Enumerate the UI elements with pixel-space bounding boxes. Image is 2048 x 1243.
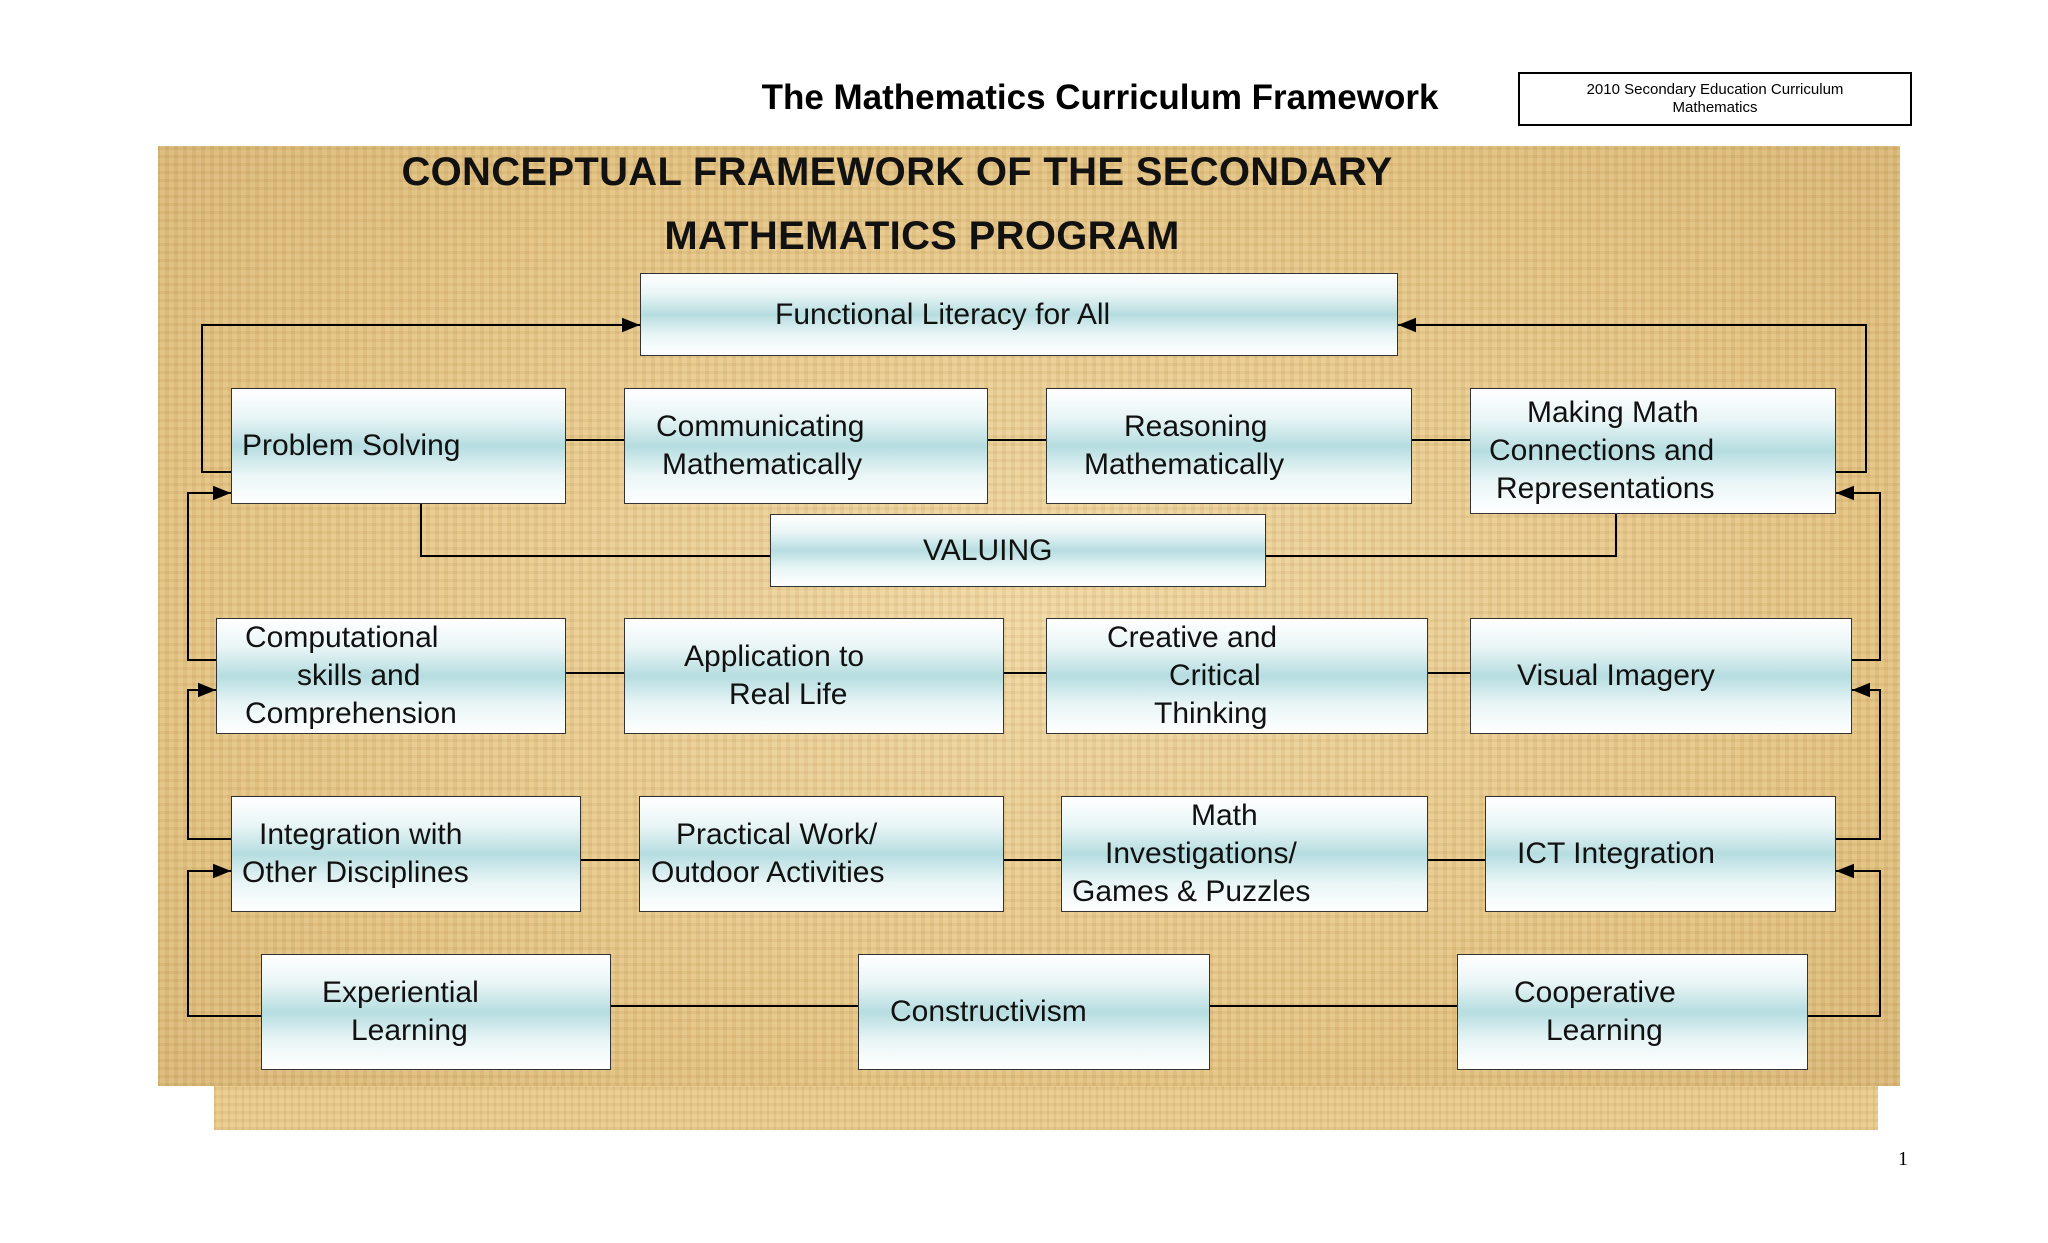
node-communicating-line2: Mathematically <box>662 448 863 481</box>
node-practical-work <box>639 796 1004 912</box>
node-experiential-line2: Learning <box>351 1014 468 1047</box>
node-visual-imagery <box>1470 618 1852 734</box>
node-math-investigations-line3: Games & Puzzles <box>1072 875 1311 908</box>
node-problem-solving <box>231 388 566 504</box>
node-application <box>624 618 1004 734</box>
node-application-line2: Real Life <box>729 678 848 711</box>
node-integration-line1: Integration with <box>259 818 463 851</box>
node-making-connections <box>1470 388 1836 514</box>
node-computational <box>216 618 566 734</box>
node-cooperative-line1: Cooperative <box>1514 976 1676 1009</box>
connector-ps-valuing <box>421 504 770 556</box>
node-integration <box>231 796 581 912</box>
node-cooperative-line2: Learning <box>1546 1014 1663 1047</box>
document-label-line2: Mathematics <box>1672 99 1758 116</box>
node-practical-work-line2: Outdoor Activities <box>651 856 885 889</box>
node-math-investigations-line2: Investigations/ <box>1105 837 1297 870</box>
document-label-line1: 2010 Secondary Education Curriculum <box>1586 81 1844 98</box>
node-functional-literacy-line1: Functional Literacy for All <box>775 297 1111 331</box>
connector-connect-valuing <box>1266 514 1616 556</box>
node-ict-integration-line1: ICT Integration <box>1517 837 1715 870</box>
node-reasoning-line1: Reasoning <box>1124 410 1268 443</box>
node-valuing <box>770 514 1266 587</box>
node-cooperative <box>1457 954 1808 1070</box>
node-constructivism <box>858 954 1210 1070</box>
node-functional-literacy <box>640 273 1398 356</box>
node-making-connections-line3: Representations <box>1496 472 1715 505</box>
node-reasoning-line2: Mathematically <box>1084 448 1285 481</box>
node-application-line1: Application to <box>684 640 865 673</box>
node-experiential-line1: Experiential <box>322 976 479 1009</box>
node-making-connections-line1: Making Math <box>1527 396 1699 429</box>
node-reasoning <box>1046 388 1412 504</box>
node-ict-integration <box>1485 796 1836 912</box>
diagram-heading-line1: CONCEPTUAL FRAMEWORK OF THE SECONDARY <box>401 150 1393 194</box>
node-valuing-line1: VALUING <box>923 533 1053 567</box>
node-integration-line2: Other Disciplines <box>242 856 469 889</box>
node-visual-imagery-line1: Visual Imagery <box>1517 659 1715 692</box>
node-computational-line1: Computational <box>245 621 439 654</box>
node-math-investigations <box>1061 796 1428 912</box>
node-constructivism-line1: Constructivism <box>890 995 1087 1028</box>
node-creative-line1: Creative and <box>1107 621 1278 654</box>
node-math-investigations-line1: Math <box>1191 799 1258 832</box>
node-creative-line3: Thinking <box>1154 697 1268 730</box>
node-problem-solving-line1: Problem Solving <box>242 429 461 462</box>
node-creative-line2: Critical <box>1169 659 1261 692</box>
node-communicating <box>624 388 988 504</box>
node-making-connections-line2: Connections and <box>1489 434 1715 467</box>
node-computational-line2: skills and <box>297 659 421 692</box>
node-creative <box>1046 618 1428 734</box>
page-number: 1 <box>1898 1148 1908 1170</box>
page-title: The Mathematics Curriculum Framework <box>761 78 1439 117</box>
node-computational-line3: Comprehension <box>245 697 457 730</box>
node-practical-work-line1: Practical Work/ <box>676 818 878 851</box>
diagram-heading-line2: MATHEMATICS PROGRAM <box>664 214 1180 258</box>
node-communicating-line1: Communicating <box>656 410 865 443</box>
node-experiential <box>261 954 611 1070</box>
